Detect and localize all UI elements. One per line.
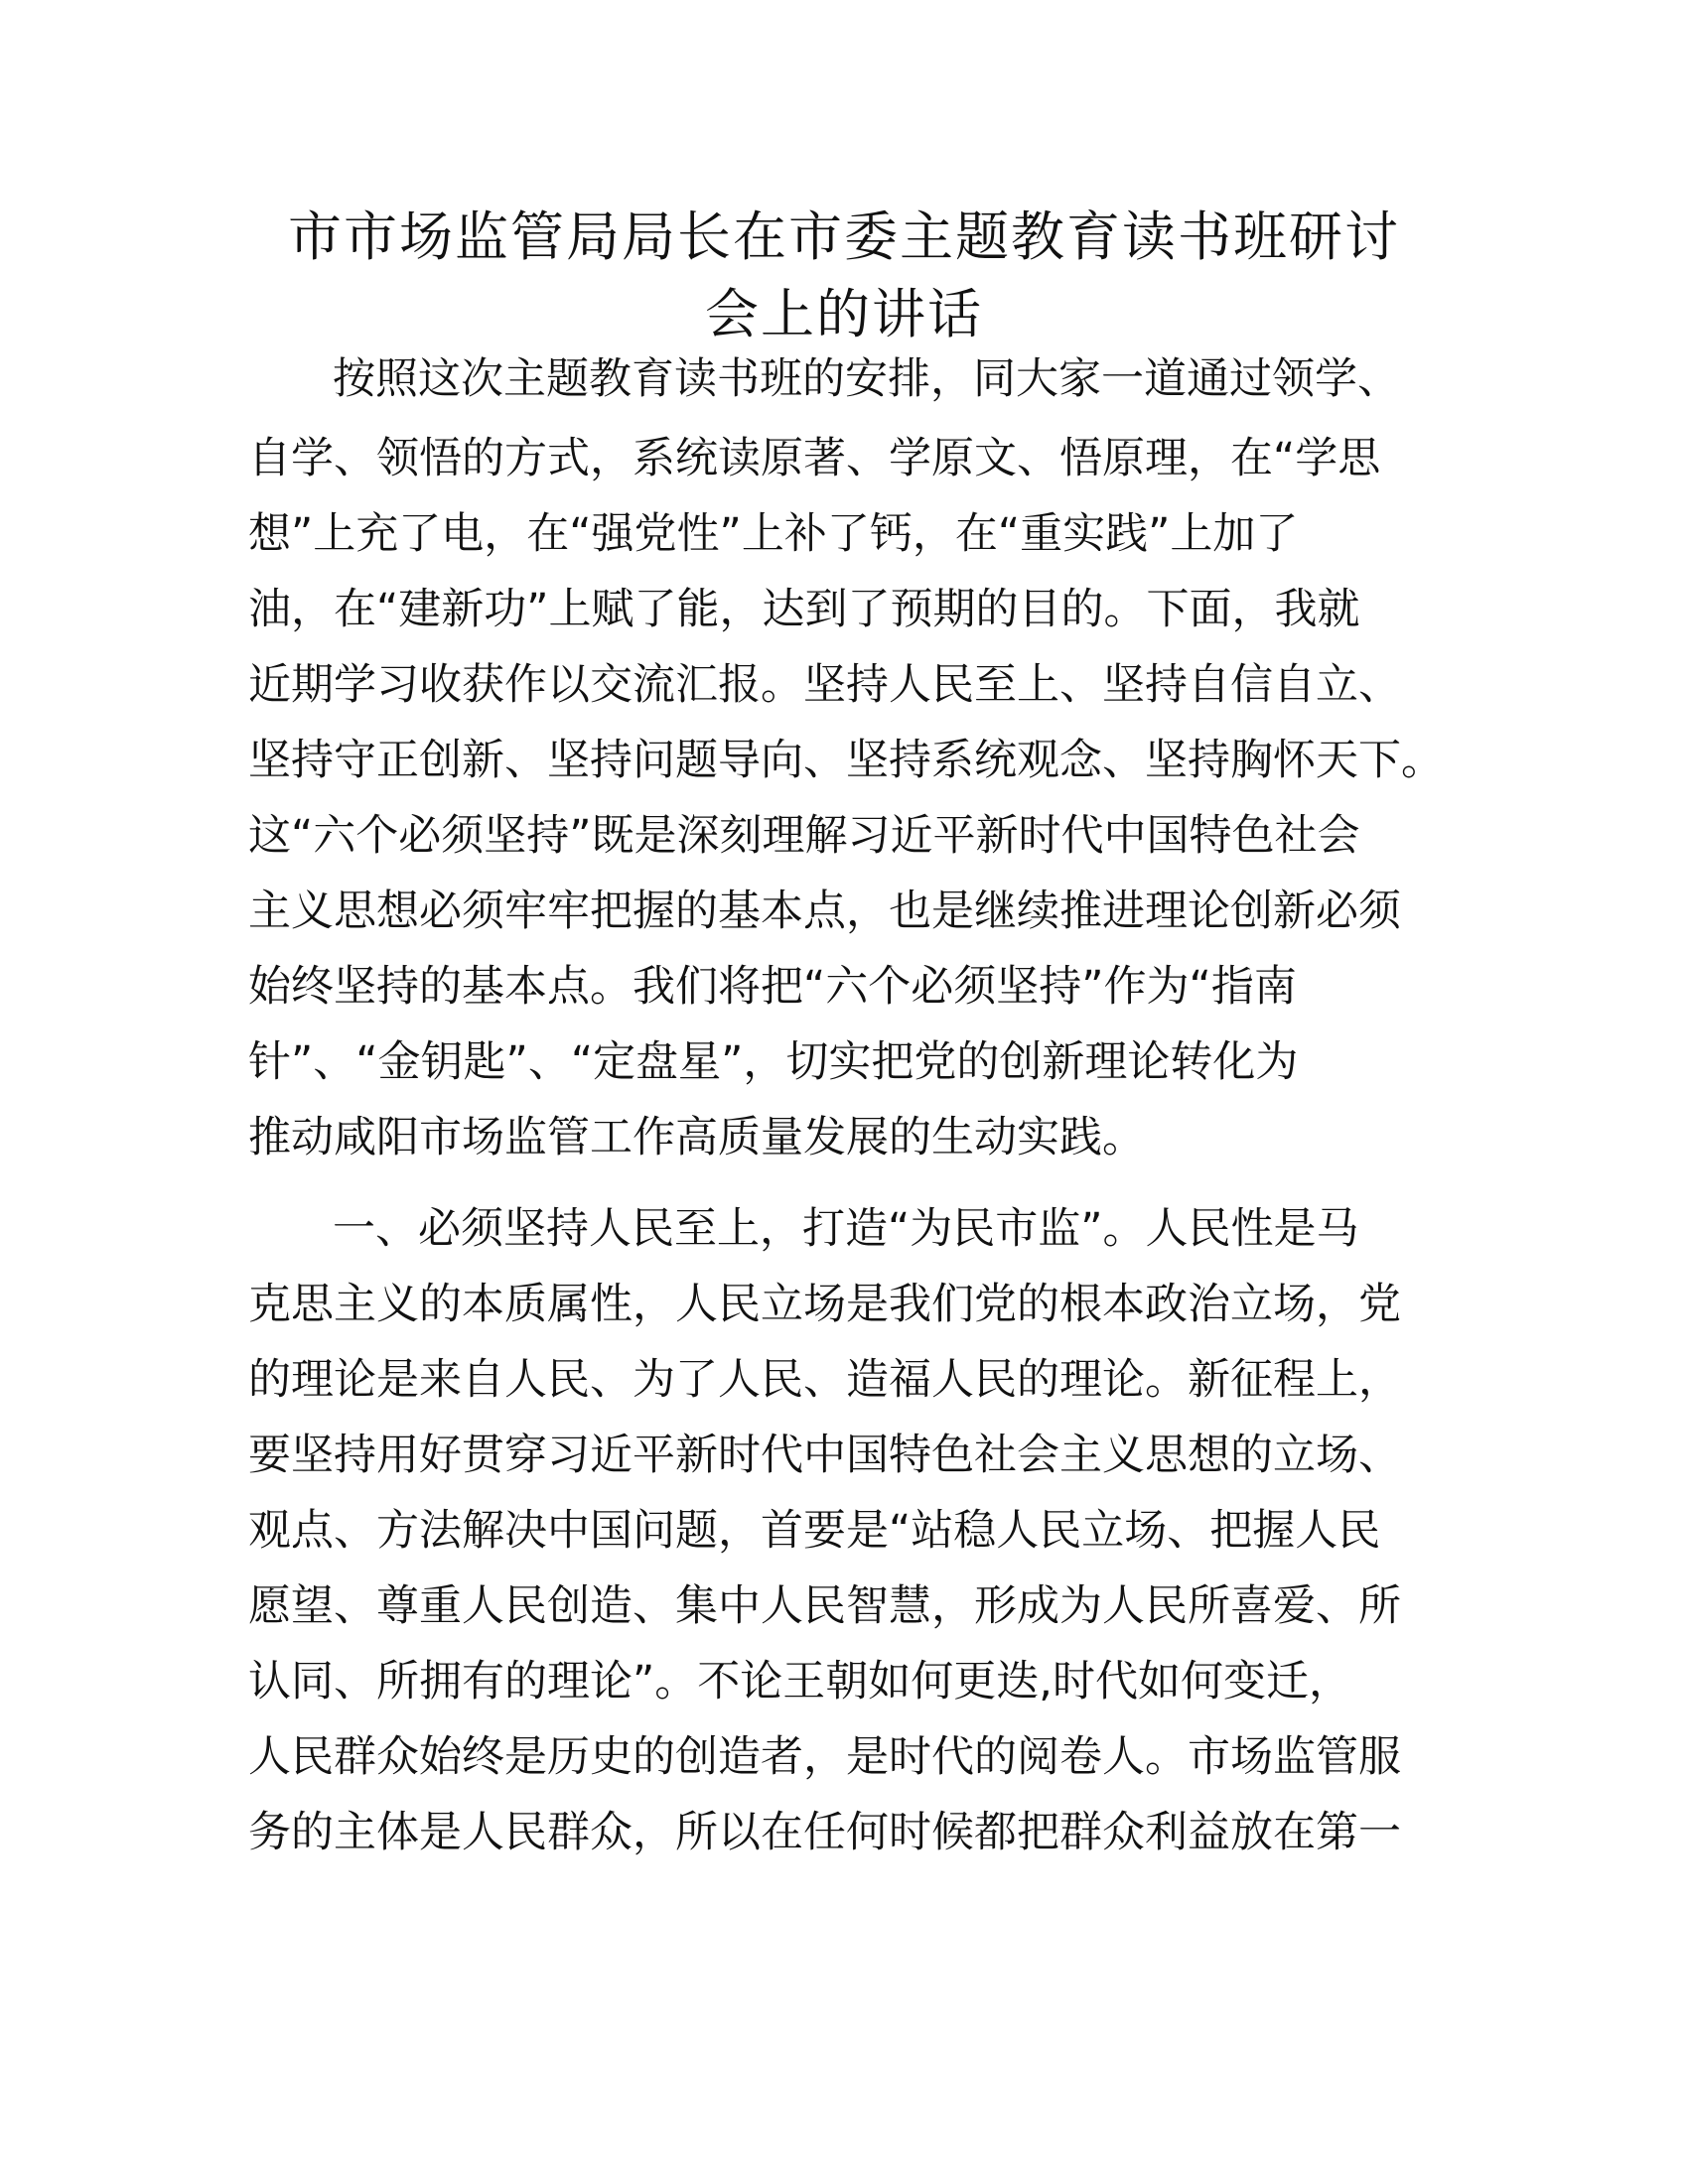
document-title [199,199,1489,353]
paragraph-1-line-3: 想”上充了电，在“强党性”上补了钙，在“重实践”上加了 [248,509,1299,559]
paragraph-1-line-2: 自学、领悟的方式，系统读原著、学原文、悟原理，在“学思 [248,434,1381,483]
paragraph-1-line-4: 油，在“建新功”上赋了能，达到了预期的目的。下面，我就 [248,585,1360,634]
paragraph-2-line-9: 务的主体是人民群众，所以在任何时候都把群众利益放在第一 [248,1808,1401,1857]
paragraph-2-line-5: 观点、方法解决中国问题，首要是“站稳人民立场、把握人民 [248,1506,1381,1556]
paragraph-2-line-3: 的理论是来自人民、为了人民、造福人民的理论。新征程上， [248,1355,1401,1405]
paragraph-2-line-6: 愿望、尊重人民创造、集中人民智慧，形成为人民所喜爱、所 [248,1581,1401,1631]
paragraph-1-line-10: 针”、“金钥匙”、“定盘星”，切实把党的创新理论转化为 [248,1037,1299,1087]
paragraph-2-line-1: 一、必须坚持人民至上，打造“为民市监”。人民性是马 [333,1204,1359,1254]
paragraph-1-line-11: 推动咸阳市场监管工作高质量发展的生动实践。 [248,1113,1145,1162]
paragraph-2-line-4: 要坚持用好贯穿习近平新时代中国特色社会主义思想的立场、 [248,1431,1401,1480]
title-line-2: 会上的讲话 [705,283,983,345]
paragraph-2-line-2: 克思主义的本质属性，人民立场是我们党的根本政治立场，党 [248,1280,1401,1329]
paragraph-1-line-6: 坚持守正创新、坚持问题导向、坚持系统观念、坚持胸怀天下。 [248,736,1444,785]
title-line-1: 市市场监管局局长在市委主题教育读书班研讨 [288,205,1400,268]
paragraph-2-line-7: 认同、所拥有的理论”。不论王朝如何更迭,时代如何变迁， [248,1657,1351,1706]
paragraph-1-line-7: 这“六个必须坚持”既是深刻理解习近平新时代中国特色社会 [248,811,1360,861]
paragraph-1-line-5: 近期学习收获作以交流汇报。坚持人民至上、坚持自信自立、 [248,660,1401,710]
paragraph-2-line-8: 人民群众始终是历史的创造者，是时代的阅卷人。市场监管服 [248,1732,1401,1782]
paragraph-1-line-1: 按照这次主题教育读书班的安排，同大家一道通过领学、 [333,354,1400,404]
paragraph-1-line-8: 主义思想必须牢牢把握的基本点，也是继续推进理论创新必须 [248,887,1401,936]
paragraph-1-line-9: 始终坚持的基本点。我们将把“六个必须坚持”作为“指南 [248,962,1297,1012]
